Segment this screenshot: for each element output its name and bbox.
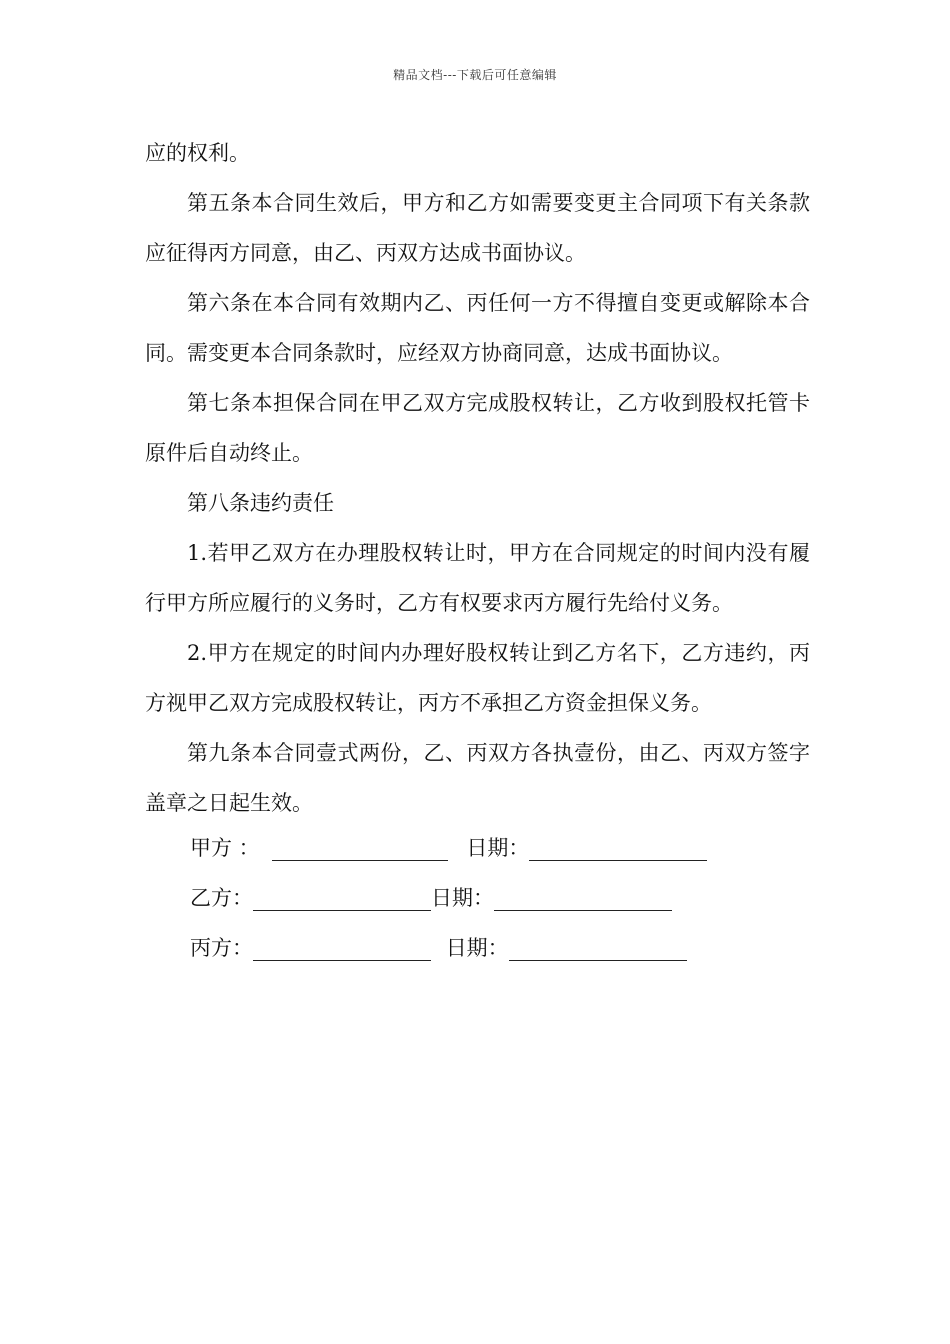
paragraph-article-7: 第七条本担保合同在甲乙双方完成股权转让，乙方收到股权托管卡原件后自动终止。 xyxy=(145,391,810,465)
signature-row-party-b xyxy=(190,883,672,913)
party-a-label: 甲方 ： xyxy=(190,836,260,860)
party-b-date-line xyxy=(494,888,672,911)
paragraph-article-9: 第九条本合同壹式两份，乙、丙双方各执壹份，由乙、丙双方签字盖章之日起生效。 xyxy=(145,741,810,815)
page-header: 精品文档---下载后可任意编辑 xyxy=(393,68,557,82)
signature-row-party-a xyxy=(190,833,707,863)
party-c-date-line xyxy=(509,938,687,961)
party-a-signature-line xyxy=(272,838,448,861)
paragraph-article-5: 第五条本合同生效后，甲方和乙方如需要变更主合同项下有关条款应征得丙方同意，由乙、丙双方达成书面协议。 xyxy=(145,191,810,265)
party-a-date-label: 日期： xyxy=(466,836,530,860)
party-b-date-label: 日期： xyxy=(431,886,494,910)
paragraph-article-8-title: 第八条违约责任 xyxy=(187,491,334,515)
paragraph-article-8-item-1: 1.若甲乙双方在办理股权转让时，甲方在合同规定的时间内没有履行甲方所应履行的义务时，乙方有权要求丙方履行先给付义务。 xyxy=(145,541,810,615)
party-b-label: 乙方： xyxy=(190,886,253,910)
document-body xyxy=(145,128,810,828)
signature-row-party-c xyxy=(190,933,687,963)
paragraph-article-8-item-2: 2.甲方在规定的时间内办理好股权转让到乙方名下，乙方违约，丙方视甲乙双方完成股权转让，丙方不承担乙方资金担保义务。 xyxy=(145,641,810,715)
paragraph-article-6: 第六条在本合同有效期内乙、丙任何一方不得擅自变更或解除本合同。需变更本合同条款时，应经双方协商同意，达成书面协议。 xyxy=(145,291,810,365)
party-c-date-label: 日期： xyxy=(445,936,509,960)
party-c-signature-line xyxy=(253,938,431,961)
party-a-date-line xyxy=(529,838,707,861)
party-b-signature-line xyxy=(253,888,431,911)
paragraph-continuation: 应的权利。 xyxy=(145,141,250,165)
party-c-label: 丙方： xyxy=(190,936,253,960)
